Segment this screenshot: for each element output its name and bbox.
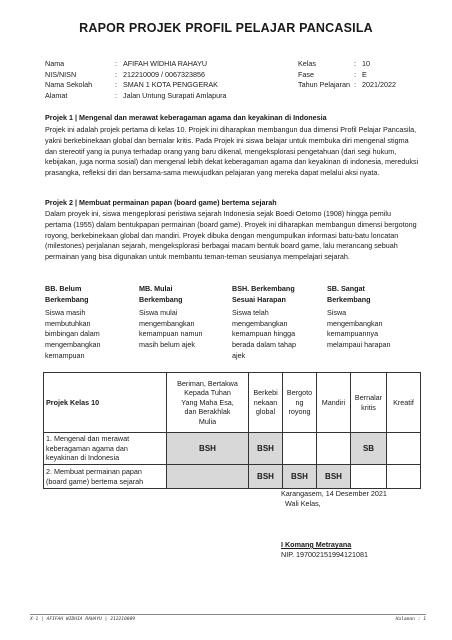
project-1-heading: Projek 1 | Mengenal dan merawat keberagaman agama dan keyakinan di Indonesia [45,113,327,122]
project-1-description: Projek ini adalah projek pertama di kelas 10. Projek ini diharapkan membangun dua dimensi Profil Pelajar Pancasila, yakni berkebinekaan global dan bernalar kritis. Pada Projek ini siswa belajar untuk membuka diri mengenal stigma dan stereotif yang ia punya terhadap orang yang baru dikenal, mengeksplorasi pengetahuan (dari segi hukum, kebijakan, juga norma sosial) dan mengenal lebih dekat keberagaman agama dan keyakinan di indonesia, mereduksi prasangka, refleksi diri dan bersama-sama mewujudkan pelajaran yang mereka dapat melalui aksi nyata. [45,125,419,178]
legend-line: mengembangkan [232,318,288,328]
grade-cell: BSH [167,433,249,465]
separator: : [115,59,117,68]
separator: : [354,69,356,79]
legend-line: mengembangkan [327,318,383,328]
legend-line: kemampuan hingga [232,329,296,339]
legend-line: ajek [232,350,246,360]
grade-cell: BSH [249,433,283,465]
legend-line: Siswa masih [45,308,86,318]
table-corner-header: Projek Kelas 10 [44,373,167,433]
legend-line: kemampuannya [327,329,379,339]
signature-role: Wali Kelas, [285,499,321,508]
grade-cell: BSH [283,465,317,489]
alamat-label: Alamat [45,90,68,100]
legend-heading: Berkembang [45,294,89,304]
nama-label: Nama [45,59,65,68]
legend-line: berada dalam tahap [232,339,296,349]
legend-bsh [232,284,296,361]
project-2-description: Dalam proyek ini, siswa mengeplorasi peristiwa sejarah Indonesia sejak Boedi Oetomo (1908) hingga pemilu pertama (1955) dalam bentukpapan permainan (board game). Proyek ini diharapkan membangun dimensi bergotong royong, berkebinekaan global dan mandiri. Proyek dibuka dengan mengumpulkan informasi batu-batu loncatan (milestones) perjalanan sejarah, mengeksplorasi berbagai macam bentuk board game, lalu merancang sebuah permainan yang bisa digunakan untuk membantu teman-teman seusianya mempelajari sejarah. [45,209,417,262]
nama-value: AFIFAH WIDHIA RAHAYU [123,59,208,68]
project-2-heading: Projek 2 | Membuat permainan papan (board game) bertema sejarah [45,198,277,207]
assessment-table [43,372,421,489]
separator: : [354,80,356,90]
sekolah-value: SMAN 1 KOTA PENGGERAK [123,80,218,90]
legend-heading: MB. Mulai [139,284,173,293]
grade-cell [387,465,421,489]
legend-sb [327,284,391,351]
tahun-value: 2021/2022 [362,80,396,90]
signature-name: I Komang Metrayana [281,540,352,549]
legend-heading: BB. Belum [45,284,82,293]
signature-nip: NIP. 197002151994121081 [281,550,368,559]
kelas-label: Kelas [298,59,316,68]
legend-line: Siswa telah [232,308,269,318]
dimension-header-gotong-royong: Bergoto ng royong [283,373,317,433]
row-label: 2. Membuat permainan papan (board game) bertema sejarah [44,465,167,489]
legend-line: kemampuan namun [139,329,203,339]
legend-bb [45,284,101,361]
alamat-value: Jalan Untung Surapati Amlapura [123,90,227,100]
nis-label: NIS/NISN [45,69,77,79]
grade-cell: BSH [249,465,283,489]
legend-line: membutuhkan [45,318,91,328]
table-header-row [44,373,421,433]
legend-line: Siswa [327,308,347,318]
dimension-header-kreatif: Kreatif [387,373,421,433]
legend-heading: SB. Sangat [327,284,365,293]
dimension-header-kebinekaan: Berkebi nekaan global [249,373,283,433]
legend-line: masih belum ajek [139,339,195,349]
dimension-header-bernalar-kritis: Bernalar kritis [351,373,387,433]
grade-cell [167,465,249,489]
grade-cell [317,433,351,465]
kelas-value: 10 [362,59,370,68]
dimension-header-mandiri: Mandiri [317,373,351,433]
table-row [44,433,421,465]
grade-cell [283,433,317,465]
legend-mb [139,284,203,351]
separator: : [115,90,117,100]
signature-place-date: Karangasem, 14 Desember 2021 [281,489,387,498]
grade-cell [351,465,387,489]
legend-heading: BSH. Berkembang [232,284,295,293]
legend-line: melampaui harapan [327,339,391,349]
legend-line: Siswa mulai [139,308,178,318]
dimension-header-beriman: Beriman, Bertakwa Kepada Tuhan Yang Maha Esa, dan Berakhlak Mulia [167,373,249,433]
tahun-label: Tahun Pelajaran [298,80,350,90]
legend-line: mengembangkan [139,318,195,328]
nis-value: 212210009 / 0067323856 [123,69,205,79]
legend-line: mengembangkan [45,339,101,349]
grade-cell: SB [351,433,387,465]
separator: : [115,80,117,90]
legend-heading: Berkembang [327,294,371,304]
legend-heading: Sesuai Harapan [232,294,286,304]
table-row [44,465,421,489]
grade-cell: BSH [317,465,351,489]
fase-value: E [362,69,367,79]
page-footer [30,617,426,622]
sekolah-label: Nama Sekolah [45,80,93,90]
separator: : [354,59,356,68]
footer-page-number: Halaman : 1 [395,617,426,622]
student-info-left [45,59,227,101]
legend-heading: Berkembang [139,294,183,304]
fase-label: Fase [298,69,314,79]
legend-line: bimbingan dalam [45,329,100,339]
footer-student: X-1 | AFIFAH WIDHIA RAHAYU | 212210009 [30,617,136,622]
legend-line: kemampuan [45,350,85,360]
student-info-right [298,59,396,91]
separator: : [115,69,117,79]
row-label: 1. Mengenal dan merawat keberagaman agama dan keyakinan di Indonesia [44,433,167,465]
footer-divider [30,614,426,615]
grade-cell [387,433,421,465]
page-title: RAPOR PROJEK PROFIL PELAJAR PANCASILA [79,21,373,35]
